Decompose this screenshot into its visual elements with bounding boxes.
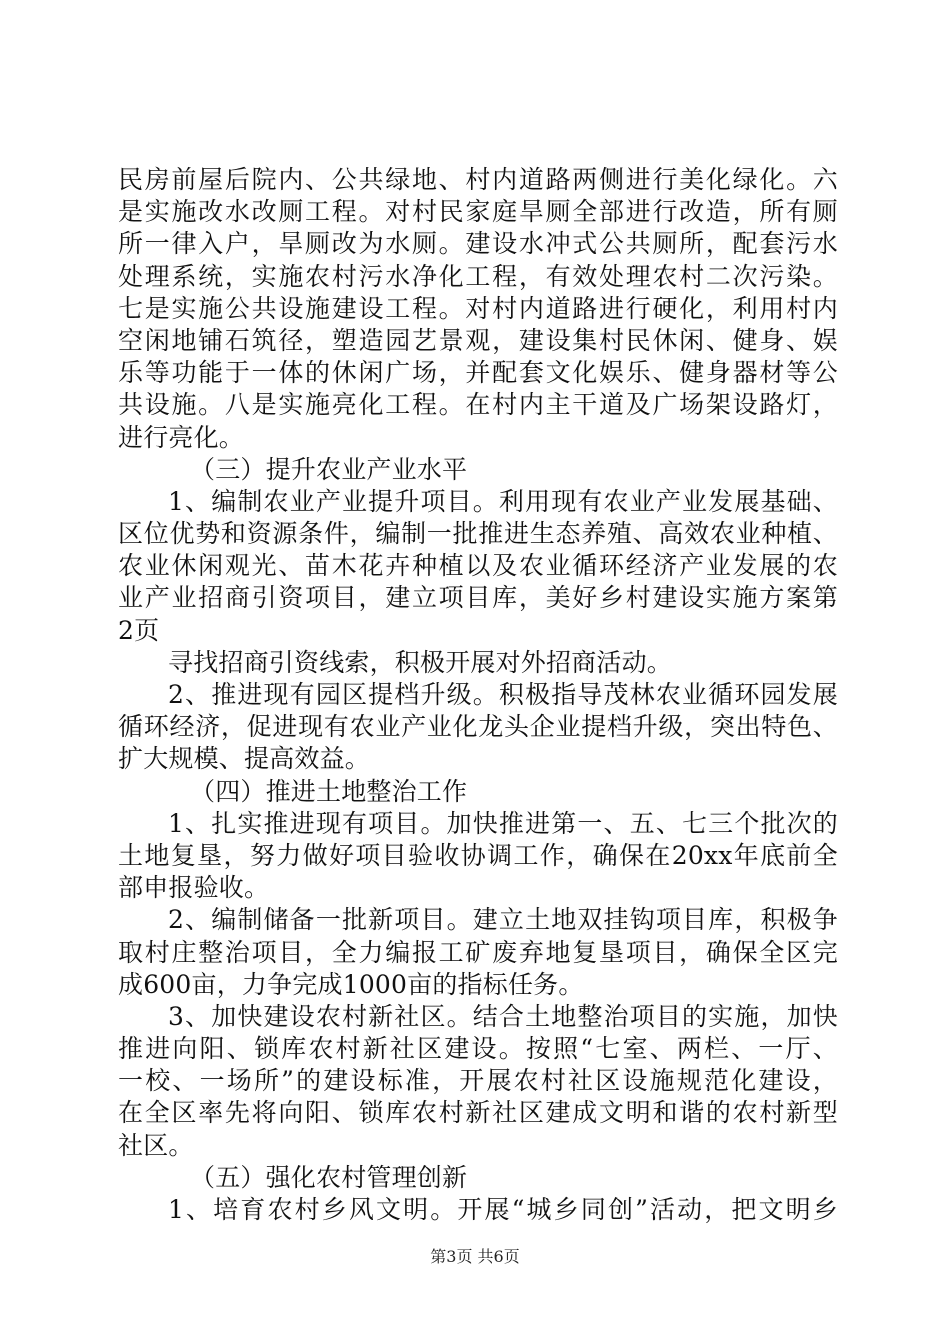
text-line: 乐等功能于一体的休闲广场，并配套文化娱乐、健身器材等公 xyxy=(118,358,838,388)
text-line: 业产业招商引资项目，建立项目库，美好乡村建设实施方案第 xyxy=(118,583,838,613)
page-footer: 第3页 共6页 xyxy=(430,1247,520,1266)
body-text xyxy=(118,164,838,1226)
text-line: 所一律入户，旱厕改为水厕。建设水冲式公共厕所，配套污水 xyxy=(118,229,838,259)
text-line: 取村庄整治项目，全力编报工矿废弃地复垦项目，确保全区完 xyxy=(118,937,838,967)
text-line: 部申报验收。 xyxy=(118,873,270,903)
text-line: 空闲地铺石筑径，塑造园艺景观，建设集村民休闲、健身、娱 xyxy=(118,325,838,355)
text-line: 七是实施公共设施建设工程。对村内道路进行硬化，利用村内 xyxy=(118,293,838,323)
text-line: 3、加快建设农村新社区。结合土地整治项目的实施，加快 xyxy=(168,1001,838,1031)
text-line: 是实施改水改厕工程。对村民家庭旱厕全部进行改造，所有厕 xyxy=(118,197,838,227)
text-line: （四）推进土地整治工作 xyxy=(190,776,468,806)
text-line: 1、扎实推进现有项目。加快推进第一、五、七三个批次的 xyxy=(168,808,838,838)
text-line: 2页 xyxy=(118,615,160,645)
text-line: 土地复垦，努力做好项目验收协调工作，确保在20xx年底前全 xyxy=(118,840,838,870)
text-line: 民房前屋后院内、公共绿地、村内道路两侧进行美化绿化。六 xyxy=(118,165,838,194)
text-line: 共设施。八是实施亮化工程。在村内主干道及广场架设路灯， xyxy=(118,390,838,420)
text-line: 1、培育农村乡风文明。开展“城乡同创”活动，把文明乡 xyxy=(168,1195,838,1224)
text-line: 2、推进现有园区提档升级。积极指导茂林农业循环园发展 xyxy=(168,680,838,709)
text-line: 一校、一场所”的建设标准，开展农村社区设施规范化建设， xyxy=(118,1066,838,1096)
text-line: （五）强化农村管理创新 xyxy=(190,1162,468,1192)
text-line: 进行亮化。 xyxy=(118,422,245,452)
text-line: 处理系统，实施农村污水净化工程，有效处理农村二次污染。 xyxy=(118,261,838,291)
text-line: 循环经济，促进现有农业产业化龙头企业提档升级，突出特色、 xyxy=(118,712,838,742)
text-line: 1、编制农业产业提升项目。利用现有农业产业发展基础、 xyxy=(168,486,838,516)
text-line: 农业休闲观光、苗木花卉种植以及农业循环经济产业发展的农 xyxy=(118,551,838,581)
text-line: 在全区率先将向阳、锁库农村新社区建成文明和谐的农村新型 xyxy=(118,1098,838,1128)
text-line: 扩大规模、提高效益。 xyxy=(118,744,371,774)
text-line: 区位优势和资源条件，编制一批推进生态养殖、高效农业种植、 xyxy=(118,519,838,549)
text-line: 2、编制储备一批新项目。建立土地双挂钩项目库，积极争 xyxy=(168,905,838,935)
text-line: 寻找招商引资线索，积极开展对外招商活动。 xyxy=(168,647,673,677)
text-line: 社区。 xyxy=(118,1130,194,1160)
text-line: （三）提升农业产业水平 xyxy=(190,454,468,484)
text-line: 推进向阳、锁库农村新社区建设。按照“七室、两栏、一厅、 xyxy=(118,1034,838,1064)
text-line: 成600亩，力争完成1000亩的指标任务。 xyxy=(118,969,584,999)
